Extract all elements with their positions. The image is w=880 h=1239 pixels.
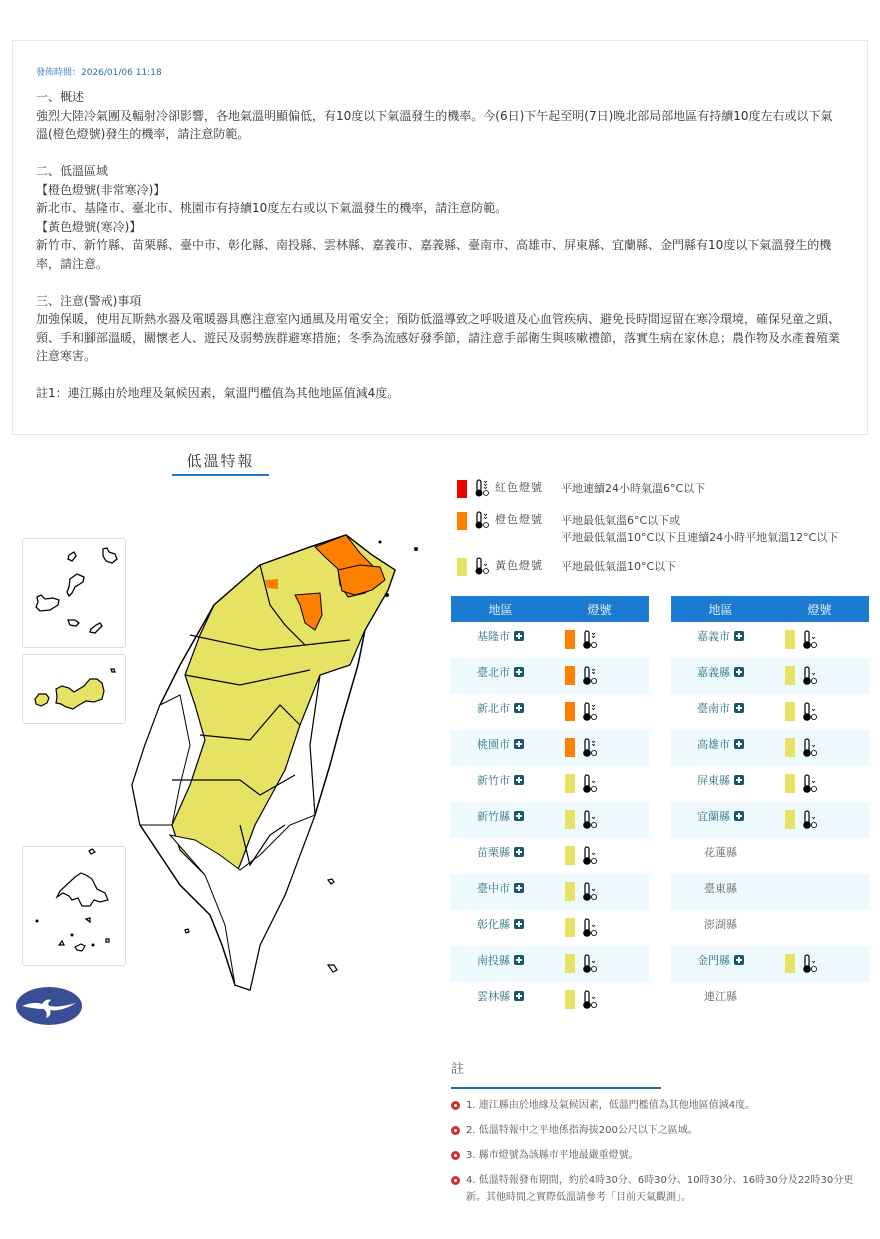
table-row[interactable] (451, 694, 649, 730)
table-row[interactable] (451, 982, 649, 1018)
area-name[interactable] (451, 629, 550, 643)
thermometer-icon (580, 845, 600, 867)
legend (457, 478, 867, 576)
area-name[interactable] (451, 737, 550, 751)
area-name[interactable] (671, 773, 770, 787)
legend-desc-yellow: 平地最低氣溫10°C以下 (561, 560, 677, 573)
area-name[interactable] (451, 665, 550, 679)
thermometer-icon (580, 629, 600, 651)
note-item (451, 1097, 871, 1114)
signal-cell (550, 845, 649, 867)
signal-cell (770, 953, 869, 975)
matsu-islands-map (23, 847, 127, 967)
orange-signal-swatch (565, 738, 575, 757)
col-area-header: 地區 (708, 602, 733, 617)
yellow-signal-swatch (565, 918, 575, 937)
notes-section (451, 1058, 871, 1206)
map-title: 低溫特報 (172, 450, 269, 476)
table-row[interactable] (451, 874, 649, 910)
bullet-icon (451, 1176, 460, 1185)
signal-cell (770, 737, 869, 759)
thermometer-icon (472, 510, 492, 530)
signal-cell (770, 701, 869, 723)
note-text: 4. 低溫特報發布期間，約於4時30分、6時30分、10時30分、16時30分及22時30分更新。其他時間之實際低溫請參考「目前天氣觀測」。 (466, 1175, 854, 1203)
note-item (451, 1122, 871, 1139)
expand-plus-icon[interactable] (514, 775, 524, 785)
thermometer-icon (580, 953, 600, 975)
expand-plus-icon[interactable] (514, 919, 524, 929)
thermometer-icon (800, 665, 820, 687)
thermometer-icon (472, 556, 492, 576)
yellow-signal-swatch (565, 846, 575, 865)
signal-cell (770, 809, 869, 831)
table-row[interactable] (451, 730, 649, 766)
signal-cell (550, 953, 649, 975)
liuqiu-island (185, 929, 189, 933)
expand-plus-icon[interactable] (514, 847, 524, 857)
green-island (328, 879, 334, 884)
thermometer-icon (580, 917, 600, 939)
bullet-icon (451, 1101, 460, 1110)
area-label: 金門縣 (697, 954, 730, 967)
orange-small-area (265, 579, 278, 589)
thermometer-icon (800, 773, 820, 795)
area-name[interactable] (451, 989, 550, 1003)
area-label: 宜蘭縣 (697, 810, 730, 823)
table-row[interactable] (451, 622, 649, 658)
area-label: 花蓮縣 (704, 846, 737, 859)
thermometer-icon (472, 478, 492, 498)
area-label: 雲林縣 (477, 990, 510, 1003)
table-row[interactable] (671, 658, 869, 694)
area-label: 連江縣 (704, 990, 737, 1003)
area-name[interactable] (451, 845, 550, 859)
table-header (671, 596, 869, 622)
red-swatch (457, 480, 467, 498)
area-name (671, 881, 770, 895)
legend-name-red: 紅色燈號 (495, 481, 543, 494)
area-label: 臺中市 (477, 882, 510, 895)
expand-plus-icon[interactable] (514, 739, 524, 749)
legend-row-yellow (457, 556, 867, 576)
note-text: 1. 連江縣由於地緣及氣候因素，低溫門檻值為其他地區值減4度。 (466, 1100, 756, 1111)
expand-plus-icon[interactable] (734, 703, 744, 713)
legend-desc-orange-1: 平地最低氣溫6°C以下或 (561, 514, 681, 527)
area-label: 桃園市 (477, 738, 510, 751)
signal-table-left (451, 596, 649, 1018)
table-row (671, 838, 869, 874)
signal-cell (550, 737, 649, 759)
table-row[interactable] (451, 658, 649, 694)
area-label: 新竹市 (477, 774, 510, 787)
expand-plus-icon[interactable] (514, 883, 524, 893)
yellow-signal-heading: 【黃色燈號(寒冷)】 (36, 219, 142, 234)
yellow-signal-swatch (785, 954, 795, 973)
orchid-island (328, 965, 337, 972)
section-overview-body: 強烈大陸冷氣團及輻射冷卻影響，各地氣溫明顯偏低，有10度以下氣溫發生的機率。今(6日)下午起至明(7日)晚北部局部地區有持續10度左右或以下氣溫(橙色燈號)發生的機率，請注意防範。 (36, 108, 833, 141)
col-signal-header: 燈號 (587, 602, 612, 617)
bulletin-footnote: 註1：連江縣由於地理及氣候因素，氣溫門檻值為其他地區值減4度。 (36, 386, 400, 400)
area-label: 臺北市 (477, 666, 510, 679)
area-label: 澎湖縣 (704, 918, 737, 931)
thermometer-icon (580, 773, 600, 795)
area-name[interactable] (671, 701, 770, 715)
table-row[interactable] (671, 694, 869, 730)
area-name[interactable] (451, 809, 550, 823)
table-header (451, 596, 649, 622)
area-name (671, 989, 770, 1003)
yellow-signal-swatch (565, 810, 575, 829)
expand-plus-icon[interactable] (734, 811, 744, 821)
bullet-icon (451, 1151, 460, 1160)
signal-cell (550, 881, 649, 903)
thermometer-icon (800, 953, 820, 975)
expand-plus-icon[interactable] (514, 991, 524, 1001)
section-caution-title: 三、注意(警戒)事項 (36, 293, 142, 308)
yellow-signal-body: 新竹市、新竹縣、苗栗縣、臺中市、彰化縣、南投縣、雲林縣、嘉義市、嘉義縣、臺南市、高雄市、屏東縣、宜蘭縣、金門縣有10度以下氣溫發生的機率，請注意。 (36, 238, 832, 271)
cwa-logo-icon (16, 986, 82, 1026)
expand-plus-icon[interactable] (734, 775, 744, 785)
bullet-icon (451, 1126, 460, 1135)
table-row[interactable] (671, 802, 869, 838)
orange-signal-swatch (565, 630, 575, 649)
area-label: 臺南市 (697, 702, 730, 715)
yellow-signal-swatch (785, 702, 795, 721)
orange-signal-heading: 【橙色燈號(非常寒冷)】 (36, 182, 166, 197)
signal-cell (770, 665, 869, 687)
note-item (451, 1147, 871, 1164)
thermometer-icon (580, 809, 600, 831)
table-row (671, 874, 869, 910)
signal-cell (550, 917, 649, 939)
expand-plus-icon[interactable] (734, 667, 744, 677)
signal-cell (550, 629, 649, 651)
area-name[interactable] (671, 665, 770, 679)
table-row (671, 910, 869, 946)
expand-plus-icon[interactable] (514, 667, 524, 677)
area-name[interactable] (451, 917, 550, 931)
area-label: 嘉義縣 (697, 666, 730, 679)
area-name[interactable] (671, 809, 770, 823)
yellow-signal-swatch (785, 774, 795, 793)
bulletin-panel (12, 40, 868, 435)
area-label: 高雄市 (697, 738, 730, 751)
area-label: 苗栗縣 (477, 846, 510, 859)
section-area-title: 二、低溫區域 (36, 164, 109, 178)
yellow-signal-swatch (785, 810, 795, 829)
thermometer-icon (580, 881, 600, 903)
table-row[interactable] (671, 946, 869, 982)
legend-desc-red: 平地連續24小時氣溫6°C以下 (561, 482, 706, 495)
area-name[interactable] (671, 953, 770, 967)
issue-time: 發佈時間：2026/01/06 11:18 (36, 68, 162, 78)
area-label: 臺東縣 (704, 882, 737, 895)
inset-matsu[interactable] (22, 846, 126, 966)
signal-cell (550, 989, 649, 1011)
legend-desc-orange-2: 平地最低氣溫10°C以下且連續24小時平地氣溫12°C以下 (561, 531, 839, 544)
area-name[interactable] (451, 773, 550, 787)
area-name (671, 845, 770, 859)
note-text: 3. 縣市燈號為該縣市平地最嚴重燈號。 (466, 1150, 639, 1161)
thermometer-icon (800, 701, 820, 723)
taiwan-map[interactable] (110, 525, 420, 995)
expand-plus-icon[interactable] (734, 631, 744, 641)
signal-cell (550, 809, 649, 831)
table-row[interactable] (451, 802, 649, 838)
map-title-wrap (172, 450, 269, 476)
col-area-header: 地區 (488, 602, 513, 617)
legend-row-red (457, 478, 867, 498)
yellow-signal-swatch (565, 954, 575, 973)
notes-title: 註 (451, 1058, 661, 1089)
signal-table-right (671, 596, 869, 1018)
table-row (671, 982, 869, 1018)
table-row[interactable] (451, 946, 649, 982)
yellow-signal-swatch (565, 882, 575, 901)
orange-swatch (457, 512, 467, 530)
area-label: 新北市 (477, 702, 510, 715)
area-name[interactable] (671, 737, 770, 751)
thermometer-icon (800, 629, 820, 651)
thermometer-icon (580, 701, 600, 723)
table-row[interactable] (671, 622, 869, 658)
area-label: 嘉義市 (697, 630, 730, 643)
yellow-signal-swatch (785, 630, 795, 649)
area-name (671, 917, 770, 931)
signal-cell (550, 773, 649, 795)
expand-plus-icon[interactable] (514, 811, 524, 821)
table-row[interactable] (451, 910, 649, 946)
orange-signal-swatch (565, 702, 575, 721)
area-label: 彰化縣 (477, 918, 510, 931)
yellow-signal-swatch (565, 774, 575, 793)
col-signal-header: 燈號 (807, 602, 832, 617)
signal-cell (550, 665, 649, 687)
thermometer-icon (800, 737, 820, 759)
legend-name-yellow: 黃色燈號 (495, 559, 543, 572)
area-name[interactable] (451, 881, 550, 895)
yellow-signal-swatch (565, 990, 575, 1009)
yellow-signal-swatch (785, 738, 795, 757)
yellow-swatch (457, 558, 467, 576)
orange-signal-body: 新北市、基隆市、臺北市、桃園市有持續10度左右或以下氣溫發生的機率，請注意防範。 (36, 201, 508, 215)
area-name[interactable] (451, 953, 550, 967)
thermometer-icon (800, 809, 820, 831)
orange-signal-swatch (565, 666, 575, 685)
thermometer-icon (580, 989, 600, 1011)
section-caution-body: 加強保暖，使用瓦斯熱水器及電暖器具應注意室內通風及用電安全；預防低溫導致之呼吸道及心血管疾病、避免長時間逗留在寒冷環境，確保兒童之頭、頸、手和腳部溫暖，關懷老人、遊民及弱勢族群避寒措施；冬季為流感好發季節，請注意手部衛生與咳嗽禮節，落實生病在家休息；農作物及水產養殖業注意寒害。 (36, 312, 841, 363)
signal-cell (550, 701, 649, 723)
area-label: 南投縣 (477, 954, 510, 967)
legend-name-orange: 橙色燈號 (495, 513, 543, 526)
expand-plus-icon[interactable] (514, 955, 524, 965)
area-label: 屏東縣 (697, 774, 730, 787)
area-label: 新竹縣 (477, 810, 510, 823)
expand-plus-icon[interactable] (514, 703, 524, 713)
thermometer-icon (580, 665, 600, 687)
section-overview-title: 一、概述 (36, 90, 85, 104)
yellow-signal-swatch (785, 666, 795, 685)
table-row[interactable] (671, 730, 869, 766)
expand-plus-icon[interactable] (514, 631, 524, 641)
expand-plus-icon[interactable] (734, 739, 744, 749)
table-row[interactable] (671, 766, 869, 802)
signal-cell (770, 629, 869, 651)
table-row[interactable] (451, 766, 649, 802)
expand-plus-icon[interactable] (734, 955, 744, 965)
note-item (451, 1172, 871, 1206)
signal-cell (770, 773, 869, 795)
note-text: 2. 低溫特報中之平地係指海拔200公尺以下之區域。 (466, 1125, 698, 1136)
thermometer-icon (580, 737, 600, 759)
area-name[interactable] (451, 701, 550, 715)
area-name[interactable] (671, 629, 770, 643)
legend-row-orange (457, 510, 867, 546)
table-row[interactable] (451, 838, 649, 874)
area-label: 基隆市 (477, 630, 510, 643)
